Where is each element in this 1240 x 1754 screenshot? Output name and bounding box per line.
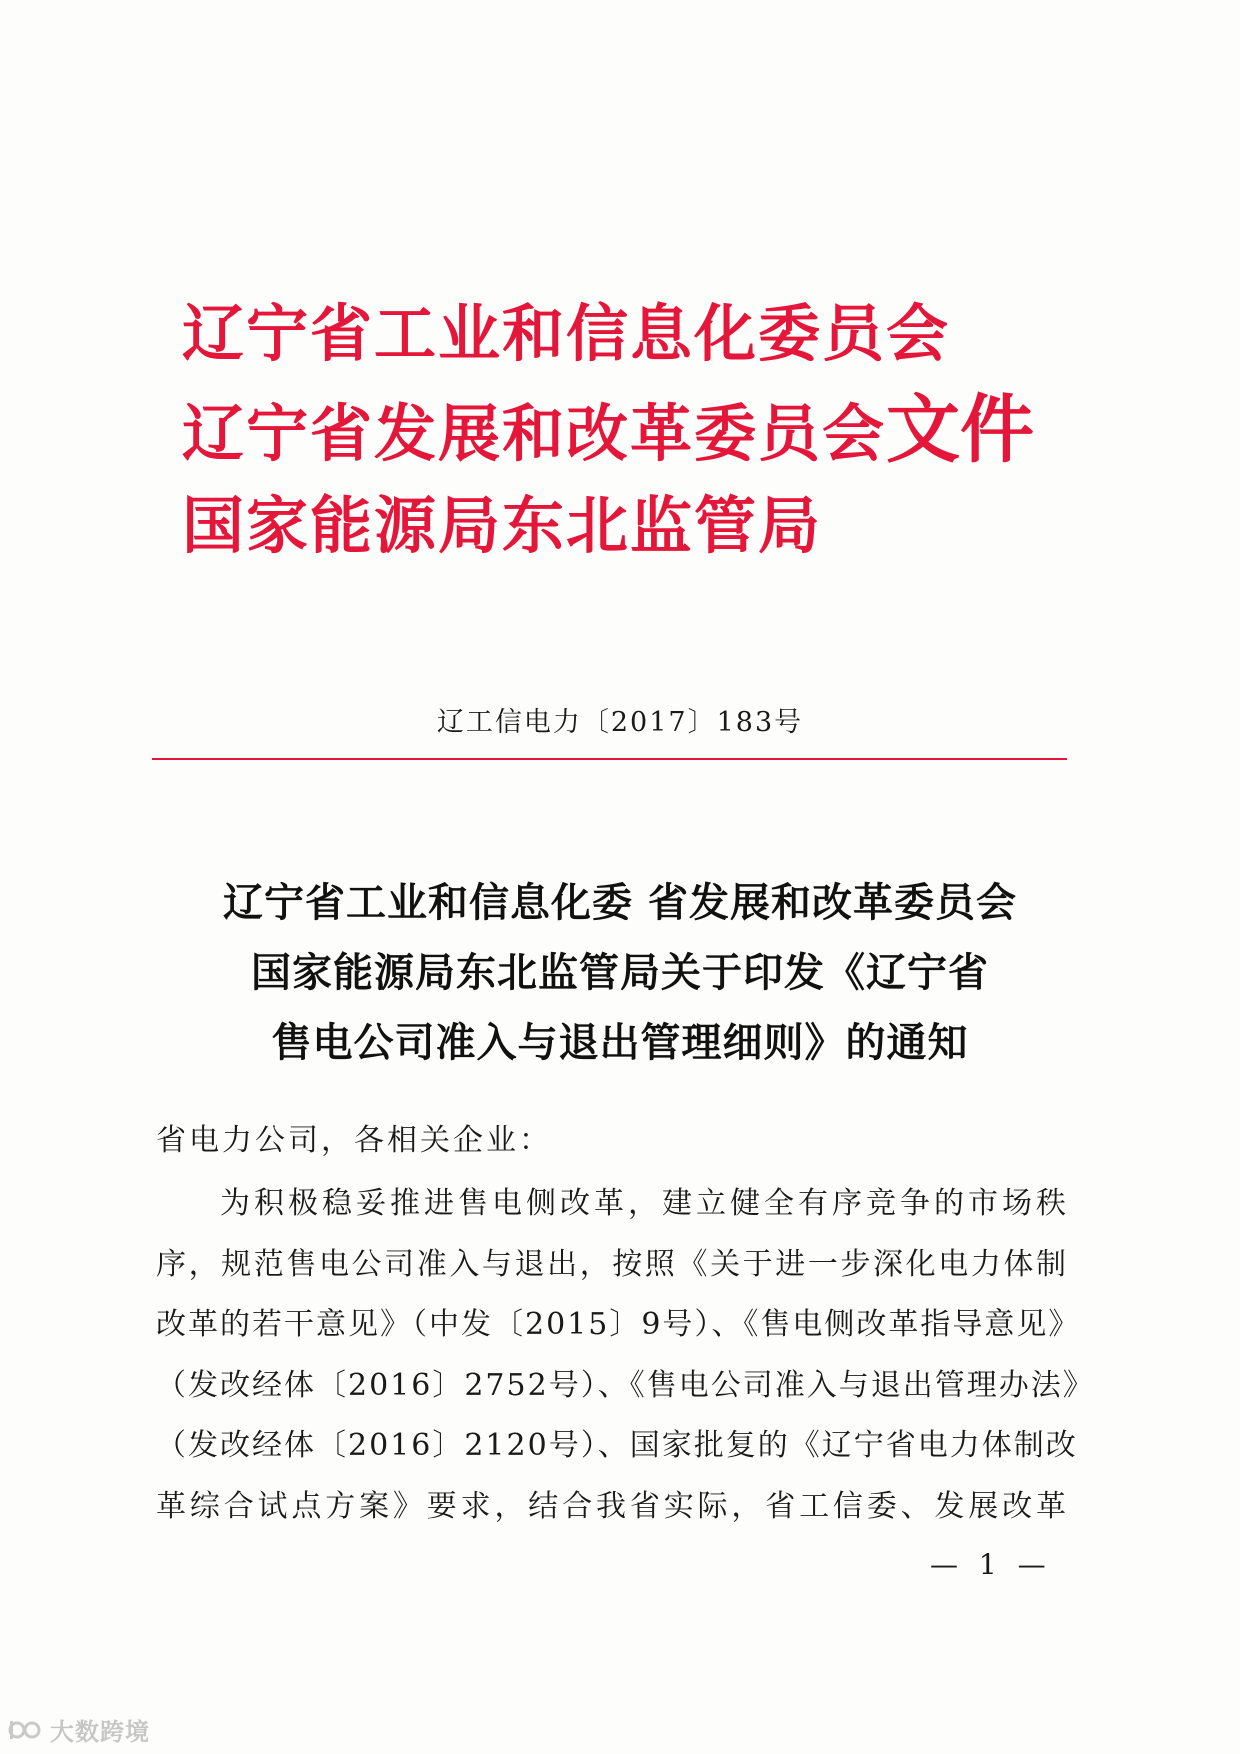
header-line-2-suffix: 文件 xyxy=(886,387,1035,473)
page-number: — 1 — xyxy=(930,1548,1052,1581)
body-line: 改革的若干意见》（中发〔2015〕9号）、《售电侧改革指导意见》 xyxy=(156,1307,1081,1342)
header-line-2-main: 辽宁省发展和改革委员会 xyxy=(182,397,887,470)
body-line: （发改经体〔2016〕2752号）、《售电公司准入与退出管理办法》 xyxy=(156,1367,1095,1403)
title-line-2: 国家能源局东北监管局关于印发《辽宁省 xyxy=(251,949,989,996)
body-line: 革综合试点方案》要求，结合我省实际，省工信委、发展改革 xyxy=(156,1488,1068,1524)
body-paragraph xyxy=(156,1174,1095,1537)
issuing-authorities-header xyxy=(182,298,1082,586)
document-number: 辽工信电力〔2017〕183号 xyxy=(436,707,804,738)
watermark-logo-icon xyxy=(8,1717,44,1743)
title-line-3: 售电公司准入与退出管理细则》的通知 xyxy=(271,1019,969,1066)
body-line: 序，规范售电公司准入与退出，按照《关于进一步深化电力体制 xyxy=(156,1246,1068,1282)
red-divider-line xyxy=(152,758,1067,760)
header-line-3: 国家能源局东北监管局 xyxy=(182,489,823,562)
title-line-1: 辽宁省工业和信息化委 省发展和改革委员会 xyxy=(223,879,1017,926)
body-line: （发改经体〔2016〕2120号）、国家批复的《辽宁省电力体制改 xyxy=(156,1428,1078,1463)
body-line: 为积极稳妥推进售电侧改革，建立健全有序竞争的市场秩 xyxy=(220,1186,1068,1221)
watermark-text: 大数跨境 xyxy=(50,1718,150,1746)
document-title xyxy=(100,868,1140,1078)
watermark xyxy=(8,1712,150,1747)
header-line-2 xyxy=(182,387,1082,490)
salutation: 省电力公司，各相关企业： xyxy=(156,1123,552,1158)
header-line-1: 辽宁省工业和信息化委员会 xyxy=(182,297,951,370)
